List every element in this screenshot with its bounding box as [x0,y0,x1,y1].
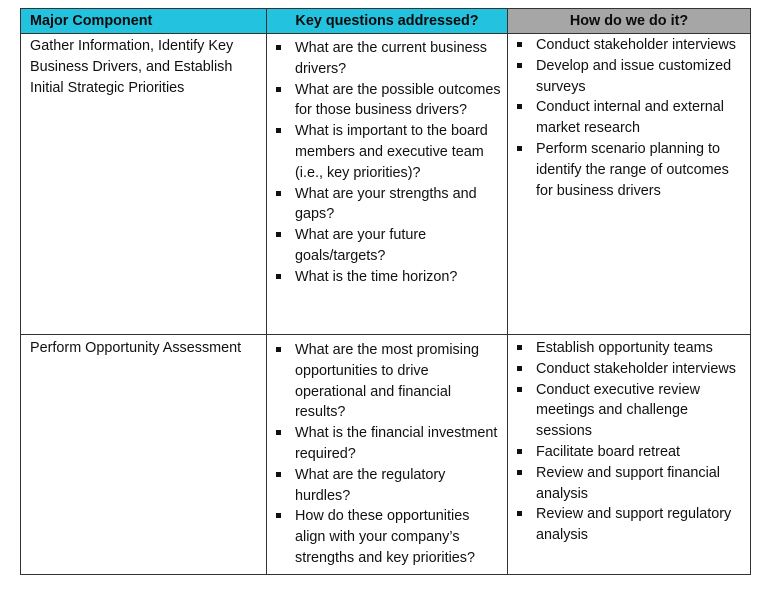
action-item: Conduct internal and external market research [512,97,744,139]
question-item: What are the current business drivers? [271,38,501,80]
action-item: Facilitate board retreat [512,442,744,463]
questions-cell [267,335,508,575]
actions-list [512,338,744,546]
action-item: Establish opportunity teams [512,338,744,359]
questions-list [271,340,501,569]
table-row [21,34,751,335]
header-key-questions: Key questions addressed? [267,9,508,34]
actions-cell [508,335,751,575]
action-item: Review and support financial analysis [512,463,744,505]
question-item: What are the regulatory hurdles? [271,465,501,507]
question-item: How do these opportunities align with your company’s strengths and key priorities? [271,506,501,568]
header-row [21,9,751,34]
question-item: What is important to the board members and executive team (i.e., key priorities)? [271,121,501,183]
questions-cell [267,34,508,335]
question-item: What are the most promising opportunities to drive operational and financial results? [271,340,501,423]
action-item: Perform scenario planning to identify the range of outcomes for business drivers [512,139,744,201]
table-row [21,335,751,575]
question-item: What are your future goals/targets? [271,225,501,267]
action-item: Develop and issue customized surveys [512,56,744,98]
question-item: What is the time horizon? [271,267,501,288]
questions-list [271,38,501,288]
strategy-table [20,8,751,575]
action-item: Conduct stakeholder interviews [512,359,744,380]
action-item: Conduct stakeholder interviews [512,35,744,56]
question-item: What are your strengths and gaps? [271,184,501,226]
actions-list [512,35,744,201]
component-cell: Gather Information, Identify Key Business Drivers, and Establish Initial Strategic Priorities [21,34,267,335]
header-major-component: Major Component [21,9,267,34]
actions-cell [508,34,751,335]
action-item: Conduct executive review meetings and challenge sessions [512,380,744,442]
component-cell: Perform Opportunity Assessment [21,335,267,575]
question-item: What is the financial investment required? [271,423,501,465]
action-item: Review and support regulatory analysis [512,504,744,546]
header-how-we-do-it: How do we do it? [508,9,751,34]
question-item: What are the possible outcomes for those business drivers? [271,80,501,122]
